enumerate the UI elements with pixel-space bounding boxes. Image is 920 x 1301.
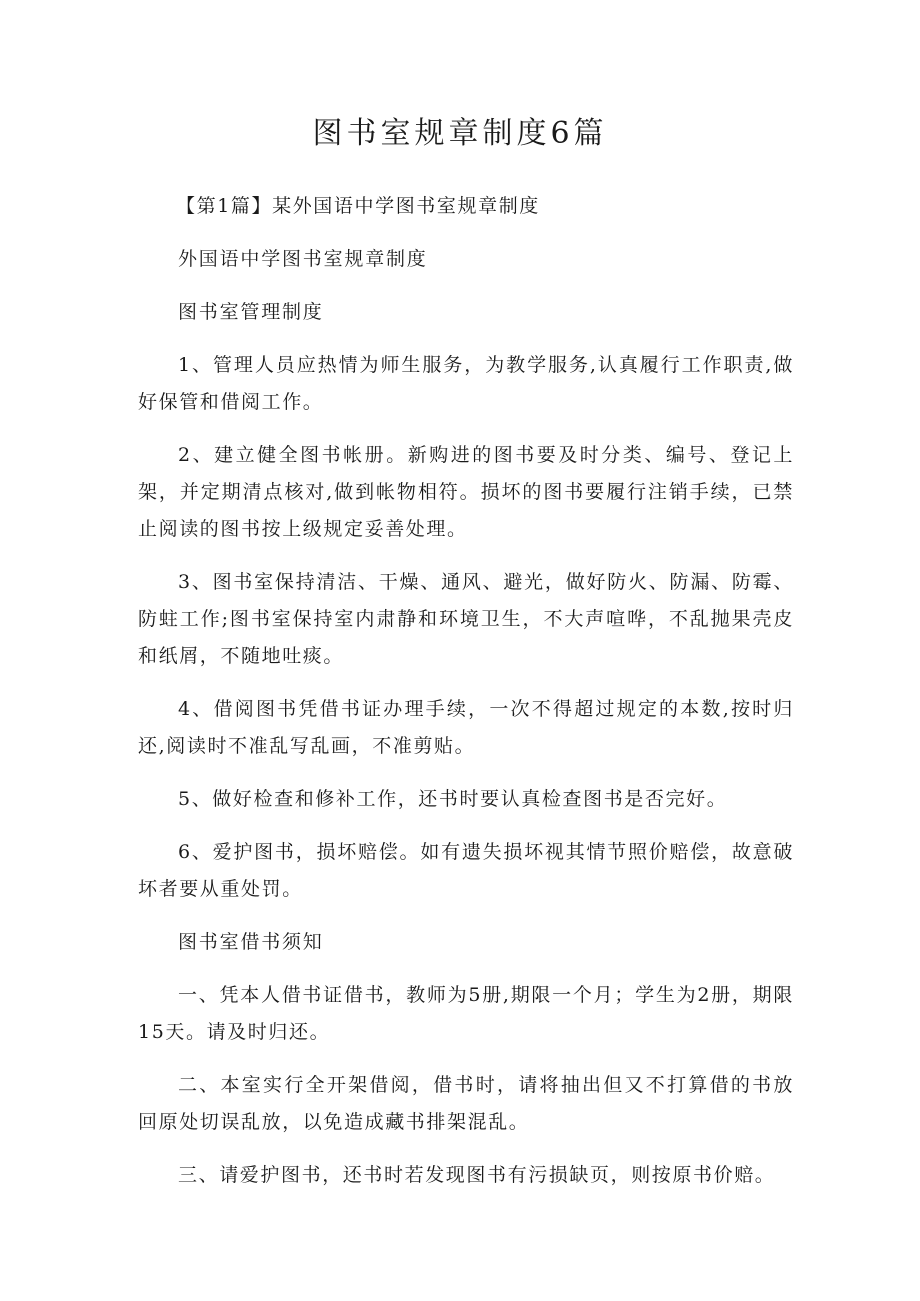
notice-paragraph: 一、凭本人借书证借书，教师为5册,期限一个月；学生为2册，期限15天。请及时归还。 (138, 984, 794, 1043)
rule-paragraph: 1、管理人员应热情为师生服务，为教学服务,认真履行工作职责,做好保管和借阅工作。 (138, 354, 794, 413)
subsection-title-borrowing: 图书室借书须知 (178, 931, 324, 953)
article-heading: 【第1篇】某外国语中学图书室规章制度 (176, 195, 540, 217)
rule-paragraph: 4、借阅图书凭借书证办理手续，一次不得超过规定的本数,按时归还,阅读时不准乱写乱画，不准剪贴。 (138, 698, 794, 757)
document-title: 图书室规章制度6篇 (312, 116, 608, 151)
section-title: 外国语中学图书室规章制度 (178, 248, 428, 270)
rule-paragraph: 2、建立健全图书帐册。新购进的图书要及时分类、编号、登记上架，并定期清点核对,做到帐物相符。损坏的图书要履行注销手续，已禁止阅读的图书按上级规定妥善处理。 (138, 444, 794, 540)
rule-paragraph: 3、图书室保持清洁、干燥、通风、避光，做好防火、防漏、防霉、防蛀工作;图书室保持室内肃静和环境卫生，不大声喧哗，不乱抛果壳皮和纸屑，不随地吐痰。 (138, 571, 794, 667)
subsection-title-management: 图书室管理制度 (178, 301, 324, 323)
document-body (138, 188, 794, 1210)
notice-paragraph: 二、本室实行全开架借阅，借书时，请将抽出但又不打算借的书放回原处切误乱放，以免造成藏书排架混乱。 (138, 1074, 794, 1133)
notice-paragraph: 三、请爱护图书，还书时若发现图书有污损缺页，则按原书价赔。 (178, 1164, 776, 1186)
rule-paragraph: 6、爱护图书，损坏赔偿。如有遗失损坏视其情节照价赔偿，故意破坏者要从重处罚。 (138, 841, 794, 900)
rule-paragraph: 5、做好检查和修补工作，还书时要认真检查图书是否完好。 (178, 788, 728, 810)
